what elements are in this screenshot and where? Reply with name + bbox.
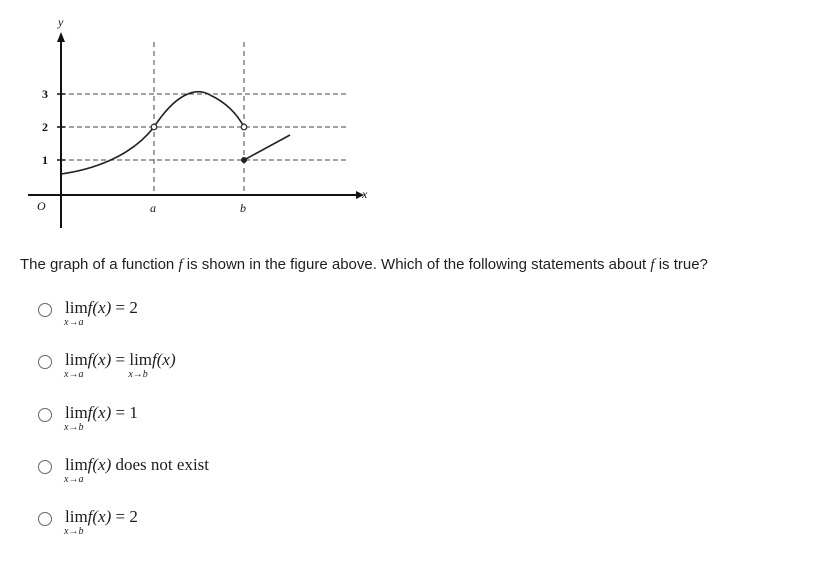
limit-operator xyxy=(64,298,88,328)
y-axis-label: y xyxy=(58,15,64,29)
lim-word: lim xyxy=(65,350,88,369)
y-tick-label-2: 2 xyxy=(42,120,48,134)
radio-button[interactable] xyxy=(38,460,52,474)
choice-expression xyxy=(64,455,210,485)
closed-point-b xyxy=(241,157,247,163)
radio-button[interactable] xyxy=(38,355,52,369)
y-tick-label-3: 3 xyxy=(42,87,48,101)
function-expr: f(x) xyxy=(87,507,112,526)
limit-operator xyxy=(64,403,88,433)
radio-button[interactable] xyxy=(38,512,52,526)
choice-expression xyxy=(64,298,138,328)
lim-word: lim xyxy=(65,455,88,474)
lim-subscript: x→a xyxy=(64,474,84,485)
function-expr-2: f(x) xyxy=(152,350,176,369)
lim-word: lim xyxy=(65,403,88,422)
lim-word: lim xyxy=(65,298,88,317)
relation-text: = 2 xyxy=(111,507,138,526)
lim-subscript: x→b xyxy=(128,369,148,380)
open-point-b xyxy=(241,124,247,130)
function-graph xyxy=(0,0,380,240)
lim-subscript: x→a xyxy=(64,317,84,328)
relation-text: = 1 xyxy=(111,403,138,422)
question-text xyxy=(20,256,708,274)
limit-operator xyxy=(64,350,88,380)
relation-text: = xyxy=(111,350,130,369)
relation-text: does not exist xyxy=(111,455,210,474)
curve-hump xyxy=(154,92,244,127)
lim-word: lim xyxy=(129,350,153,369)
open-point-a xyxy=(151,124,157,130)
function-expr: f(x) xyxy=(87,403,112,422)
lim-subscript: x→b xyxy=(64,526,84,537)
lim-word: lim xyxy=(65,507,88,526)
choice-expression xyxy=(64,403,138,433)
y-tick-label-1: 1 xyxy=(42,153,48,167)
x-tick-label-b: b xyxy=(240,201,246,215)
question-part-2: is shown in the figure above. Which of the following statements about xyxy=(182,256,651,273)
y-axis-arrow xyxy=(57,32,65,42)
x-tick-label-a: a xyxy=(150,201,156,215)
function-expr: f(x) xyxy=(87,350,112,369)
origin-label: O xyxy=(37,199,46,213)
question-part-1: The graph of a function xyxy=(20,256,179,273)
function-expr: f(x) xyxy=(87,455,112,474)
x-axis-label: x xyxy=(362,187,368,201)
curve-right-segment xyxy=(244,135,290,160)
question-fn-2: f xyxy=(650,257,655,273)
limit-operator xyxy=(64,455,88,485)
choice-expression xyxy=(64,350,176,380)
relation-text: = 2 xyxy=(111,298,138,317)
limit-operator xyxy=(64,507,88,537)
lim-subscript: x→a xyxy=(64,369,84,380)
radio-button[interactable] xyxy=(38,303,52,317)
choice-expression xyxy=(64,507,138,537)
function-expr: f(x) xyxy=(87,298,112,317)
limit-operator-2 xyxy=(128,350,153,380)
question-fn-1: f xyxy=(178,257,183,273)
question-part-3: is true? xyxy=(654,256,708,273)
lim-subscript: x→b xyxy=(64,422,84,433)
curve-left xyxy=(61,127,154,174)
radio-button[interactable] xyxy=(38,408,52,422)
